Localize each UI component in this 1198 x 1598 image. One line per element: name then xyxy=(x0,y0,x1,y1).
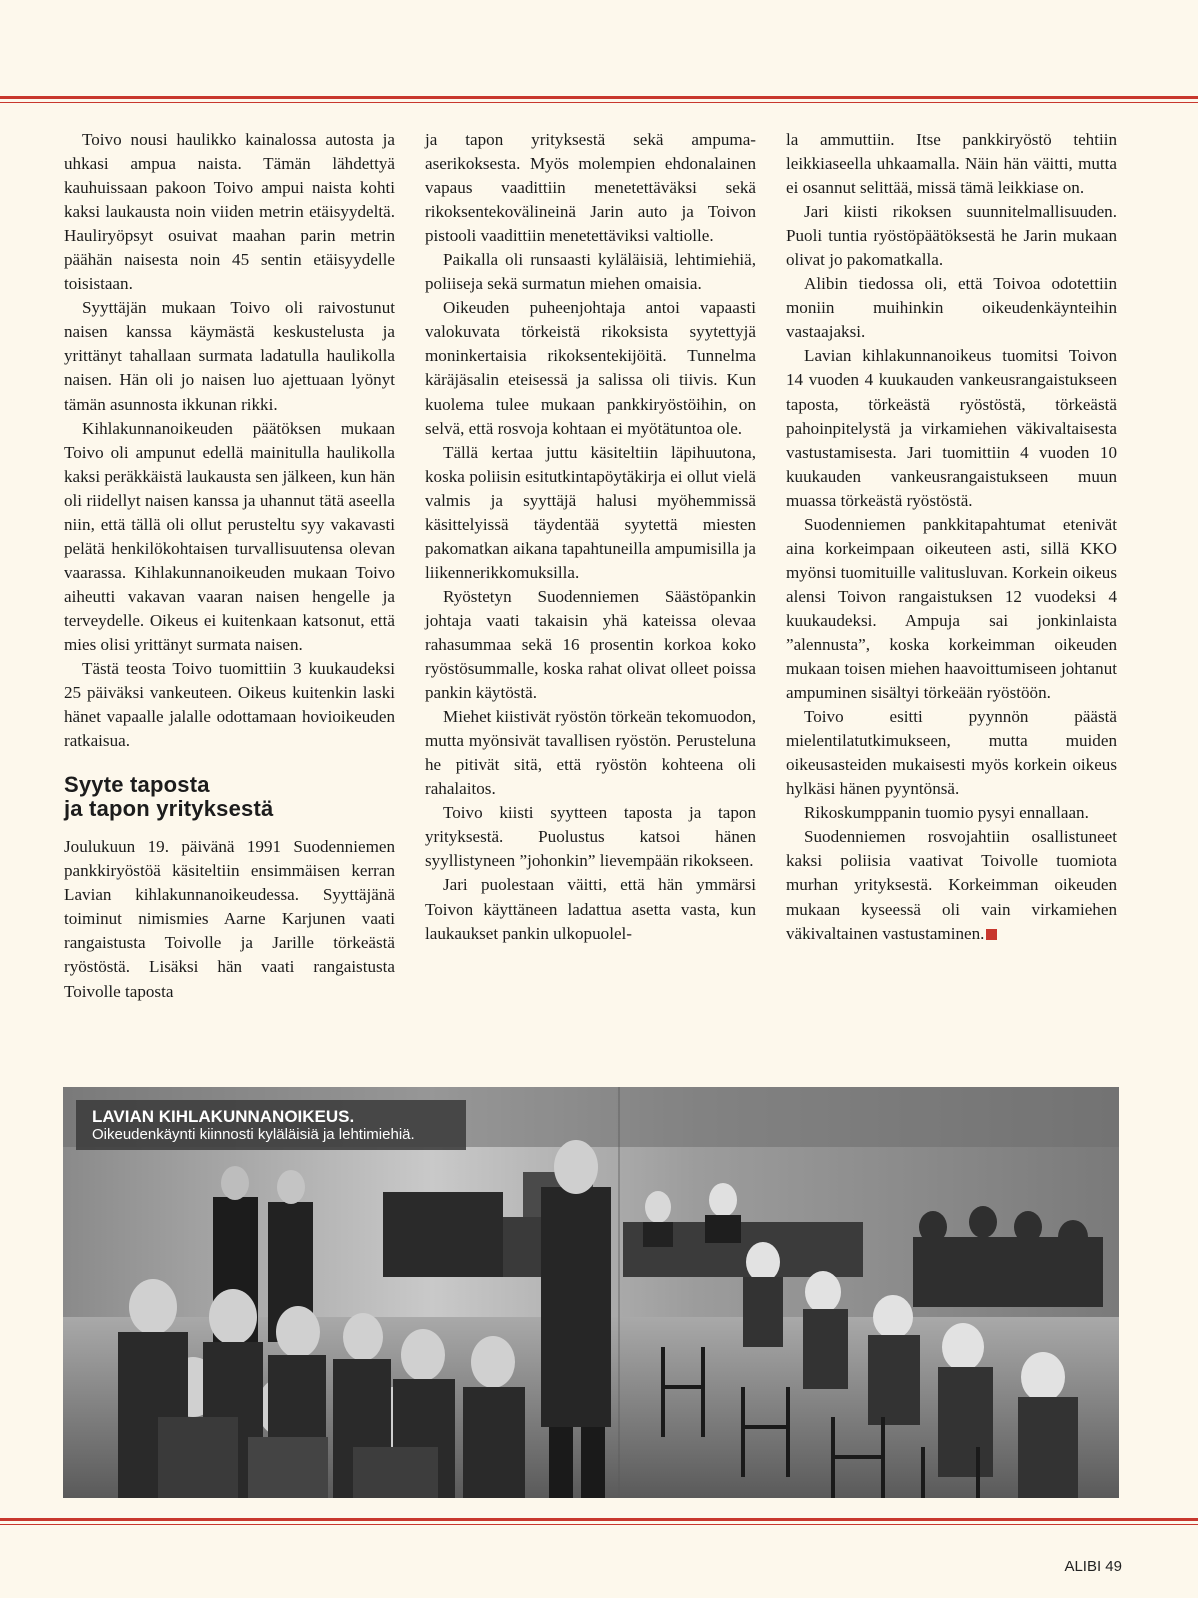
paragraph: Tästä teosta Toivo tuomittiin 3 kuukaudeksi 25 päiväksi vankeuteen. Oikeus kuitenkin laski hänet vapaalle jalalle odottamaan hovioikeuden ratkaisua. xyxy=(64,659,395,751)
paragraph: Jari kiisti rikoksen suunnitelmallisuuden. Puoli tuntia ryöstöpäätöksestä he Jarin mukaan olivat jo pakomatkalla. xyxy=(786,202,1117,270)
paragraph: Paikalla oli runsaasti kyläläisiä, lehtimiehiä, poliiseja sekä surmatun miehen omaisia. xyxy=(425,250,756,294)
bottom-rule xyxy=(0,1518,1198,1525)
article-column-1 xyxy=(64,128,395,1004)
courtroom-photo xyxy=(63,1087,1119,1498)
paragraph: Jari puolestaan väitti, että hän ymmärsi Toivon käyttäneen ladattua asetta vasta, kun laukaukset pankin ulkopuolel- xyxy=(425,875,756,943)
caption-title: LAVIAN KIHLAKUNNANOIKEUS. xyxy=(92,1107,355,1126)
end-mark-icon xyxy=(986,929,997,940)
paragraph: Suodenniemen pankkitapahtumat etenivät aina korkeimpaan oikeuteen asti, sillä KKO myönsi tuomituille valitusluvan. Korkein oikeus alensi Toivon rangaistuksen 12 vuodeksi 4 kuukaudeksi. Ampuja sai jonkinlaista ”alennusta”, koska korkeimman oikeuden mukaan toisen miehen haavoittumiseen johtanut ampuminen sisältyi törkeään ryöstöön. xyxy=(786,514,1117,703)
paragraph-text: Suodenniemen rosvojahtiin osallistuneet kaksi poliisia vaativat Toivolle tuomiota murhan yrityksestä. Korkeimman oikeuden mukaan kyseessä oli vain virkamiehen väkivaltainen vastustaminen. xyxy=(786,827,1117,943)
article-column-3 xyxy=(786,128,1117,946)
paragraph: ja tapon yrityksestä sekä ampuma-aserikoksesta. Myös molempien ehdonalainen vapaus vaadittiin menetettäväksi sekä rikoksentekovälineinä Jarin auto ja Toivon pistooli vaadittiin menetettäviksi valtiolle. xyxy=(425,130,756,246)
paragraph: la ammuttiin. Itse pankkiryöstö tehtiin leikkiaseella uhkaamalla. Näin hän väitti, mutta ei osannut selittää, missä tämä leikkiase on. xyxy=(786,130,1117,198)
paragraph: Kihlakunnanoikeuden päätöksen mukaan Toivo oli ampunut edellä mainitulla haulikolla kaksi peräkkäistä laukausta sen jälkeen, kun hän oli riidellyt naisen kanssa ja uhannut tätä aseella niin, että tällä oli ollut perusteltu syy vakavasti pelätä henkilökohtaisen turvallisuutensa olevan vaarassa. Kihlakunnanoikeuden mukaan Toivo aiheutti vakavan vaaran naisen hengelle ja terveydelle. Oikeus ei kuitenkaan katsonut, että mies olisi yrittänyt surmata naisen. xyxy=(64,418,395,654)
paragraph: Rikoskumppanin tuomio pysyi ennallaan. xyxy=(804,803,1089,823)
subheading-line-1: Syyte taposta xyxy=(64,772,210,798)
paragraph: Lavian kihlakunnanoikeus tuomitsi Toivon 14 vuoden 4 kuukauden vankeusrangaistukseen taposta, törkeästä ryöstöstä, törkeästä pahoinpitelystä ja virkamiehen väkivaltaisesta vastustamisesta. Jari tuomittiin 4 vuoden 10 kuukauden vankeusrangaistukseen muun muassa törkeästä ryöstöstä. xyxy=(786,346,1117,510)
paragraph: Ryöstetyn Suodenniemen Säästöpankin johtaja vaati takaisin yhä kateissa olevaa rahasummaa sekä 16 prosentin korkoa koko ryöstösummalle, koska rahat olivat olleet poissa pankin käytöstä. xyxy=(425,586,756,703)
paragraph: Oikeuden puheenjohtaja antoi vapaasti valokuvata törkeistä rikoksista syytettyjä moninkertaisia rikoksentekijöitä. Tunnelma käräjäsalin eteisessä ja salissa oli tiivis. Kun kuolema tulee mukaan pankkiryöstöihin, on selvä, että rosvoja kohtaan ei myötätuntoa ole. xyxy=(425,298,756,438)
paragraph: Syyttäjän mukaan Toivo oli raivostunut naisen kanssa käymästä keskustelusta ja yrittänyt tahallaan surmata ladatulla haulikolla naisen. Hän oli jo naisen luo ajettuaan lyönyt tämän asunnosta ikkunan rikki. xyxy=(64,298,395,414)
paragraph: Toivo kiisti syytteen taposta ja tapon yrityksestä. Puolustus katsoi hänen syyllistyneen ”johonkin” lievempään rikokseen. xyxy=(425,803,756,871)
page-folio: ALIBI 49 xyxy=(1064,1558,1122,1575)
top-rule xyxy=(0,96,1198,103)
subheading xyxy=(64,773,395,821)
photo-caption xyxy=(76,1100,466,1150)
subheading-line-2: ja tapon yrityksestä xyxy=(64,796,274,822)
paragraph: Tällä kertaa juttu käsiteltiin läpihuutona, koska poliisin esitutkintapöytäkirja ei ollut vielä valmis ja syyttäjä halusi myöhemmissä käsittelyissä täydentää syytettä miesten pakomatkan aikana tapahtuneilla ampumisilla ja liikennerikkomuksilla. xyxy=(425,442,756,582)
paragraph: Joulukuun 19. päivänä 1991 Suodenniemen pankkiryöstöä käsiteltiin ensimmäisen kerran Lavian kihlakunnanoikeudessa. Syyttäjänä toiminut nimismies Aarne Karjunen vaati rangaistusta Toivolle ja Jarille törkeästä ryöstöstä. Lisäksi hän vaati rangaistusta Toivolle taposta xyxy=(64,837,395,1001)
caption-text: Oikeudenkäynti kiinnosti kyläläisiä ja lehtimiehiä. xyxy=(92,1126,415,1143)
paragraph: Miehet kiistivät ryöstön törkeän tekomuodon, mutta myönsivät tavallisen ryöstön. Perusteluna he pitivät sitä, että ryöstön kohteena oli rahalaitos. xyxy=(425,707,756,799)
article-column-2 xyxy=(425,128,756,946)
paragraph: Toivo esitti pyynnön päästä mielentilatutkimukseen, mutta muiden oikeusasteiden mukaisesti myös korkein oikeus hylkäsi hänen pyyntönsä. xyxy=(786,707,1117,799)
paragraph: Alibin tiedossa oli, että Toivoa odotettiin moniin muihinkin oikeudenkäynteihin vastaajaksi. xyxy=(786,274,1117,342)
paragraph: Toivo nousi haulikko kainalossa autosta ja uhkasi ampua naista. Tämän lähdettyä kauhuissaan pakoon Toivo ampui naista kohti kaksi laukausta noin viiden metrin etäisyydeltä. Hauliryöpsyt osuivat maahan parin metrin päähän naisesta noin 45 sentin etäisyydelle toisistaan. xyxy=(64,130,395,294)
paragraph-final xyxy=(786,825,1117,945)
